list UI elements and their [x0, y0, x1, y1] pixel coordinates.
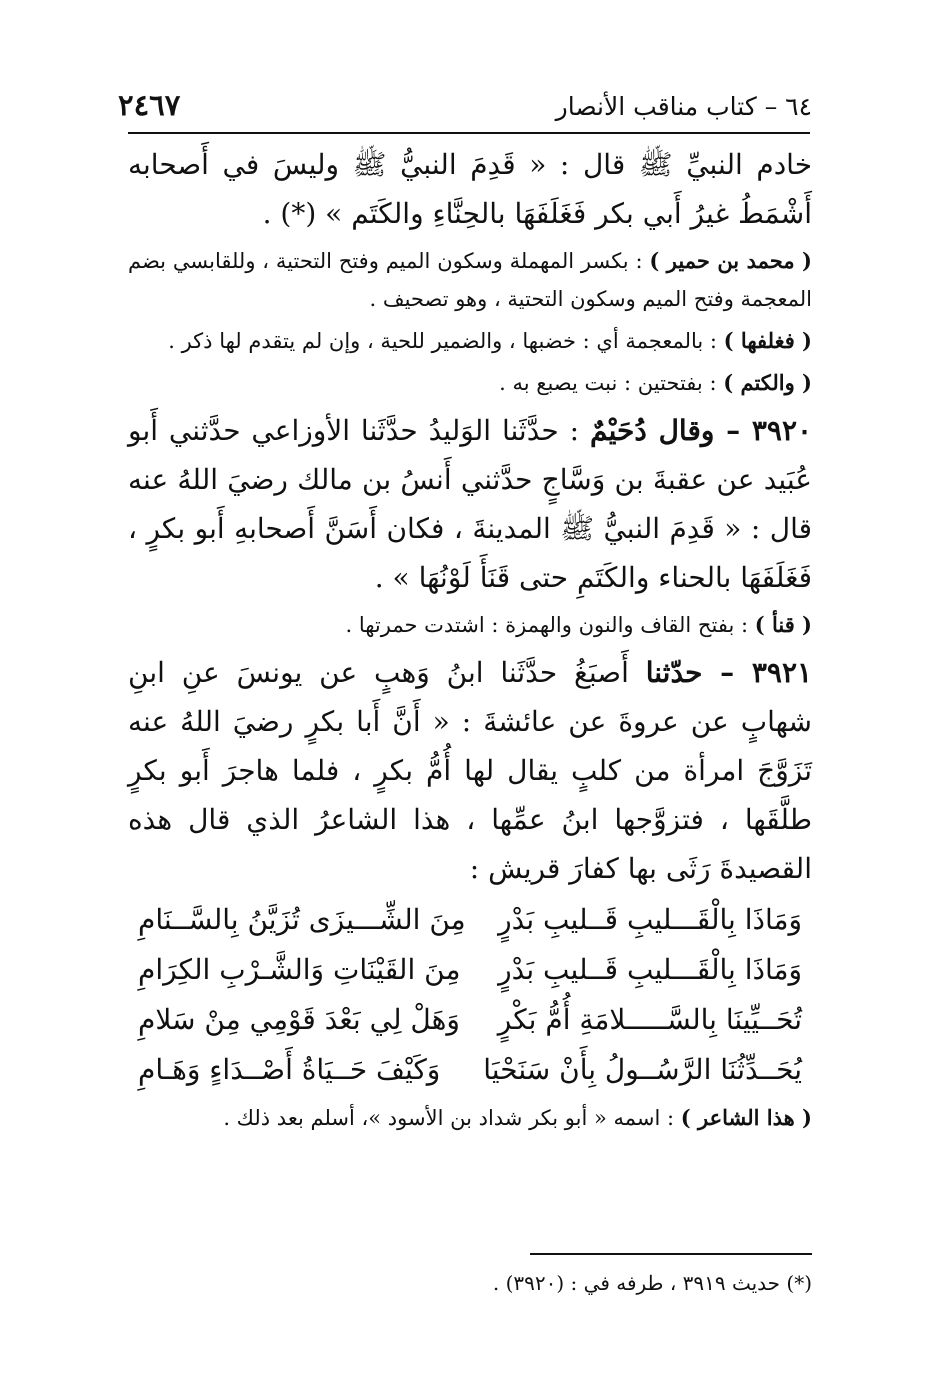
hadith-3921 [128, 648, 812, 893]
verse-second-hemistich: مِنَ القَيْنَاتِ وَالشَّـرْبِ الكِرَامِ [138, 953, 461, 986]
hadith-body: أَصبَغُ حدَّثَنا ابنُ وَهبٍ عن يونسَ عنِ ابنِ شهابٍ عن عروةَ عن عائشةَ : « أَنَّ أَبا بكرٍ رضيَ اللهُ عنه تَزَوَّجَ امرأة من كلبٍ يقال لها أُمُّ بكرٍ ، فلما هاجرَ أَبو بكرٍ طلَّقَها ، فتزوَّجها ابنُ عمِّها ، هذا الشاعرُ الذي قال هذه القصيدةَ رَثَى بها كفارَ قريش : [128, 656, 812, 885]
hadith-body: : حدَّثَنا الوَليدُ حدَّثَنا الأوزاعي حدَّثني أَبو عُبَيد عن عقبةَ بن وَسَّاجٍ حدَّثني أَنسُ بن مالك رضيَ اللهُ عنه قال : « قَدِمَ النبيُّ ﷺ المدينةَ ، فكان أَسَنَّ أَصحابهِ أَبو بكرٍ ، فَغَلَفَهَا بالحناء والكَتَمِ حتى قَنَأَ لَوْنُهَا » . [128, 414, 812, 594]
verse-second-hemistich: وَكَيْفَ حَــيَاةُ أَصْــدَاءٍ وَهَـامِ [138, 1053, 441, 1086]
verse-first-hemistich: تُحَــيِّينَا بِالسَّـــــلامَةِ أُمُّ بَكْرٍ [497, 1003, 802, 1036]
note-lead: ( هذا الشاعر ) [680, 1105, 812, 1130]
hadith-number: ٣٩٢٠ – [714, 414, 813, 447]
poem [128, 895, 812, 1095]
page-number: ٢٤٦٧ [118, 88, 181, 122]
commentary-note [128, 242, 812, 318]
note-lead: ( والكتم ) [723, 370, 812, 395]
footnote-rule [530, 1253, 812, 1255]
hadith-lead: حدّثنا [645, 656, 703, 689]
note-text: : بفتح القاف والنون والهمزة : اشتدت حمرتها . [345, 613, 755, 637]
poem-verse [128, 895, 812, 945]
poem-verse [128, 1045, 812, 1095]
hadith-3920 [128, 406, 812, 602]
poem-verse [128, 995, 812, 1045]
note-text: : بالمعجمة أي : خضبها ، والضمير للحية ، وإن لم يتقدم لها ذكر . [168, 329, 724, 353]
note-lead: ( فغلفها ) [723, 328, 812, 353]
verse-second-hemistich: وَهَلْ لِي بَعْدَ قَوْمِي مِنْ سَلامِ [138, 1003, 460, 1036]
commentary-note [128, 322, 812, 360]
footnote: (*) حديث ٣٩١٩ ، طرفه في : (٣٩٢٠) . [492, 1271, 812, 1295]
note-lead: ( محمد بن حمير ) [649, 248, 812, 273]
page-header [118, 88, 812, 132]
chapter-title: ٦٤ – كتاب مناقب الأنصار [555, 92, 812, 121]
header-rule [128, 132, 810, 134]
commentary-note [128, 606, 812, 644]
note-text: : بفتحتين : نبت يصبع به . [499, 371, 724, 395]
verse-first-hemistich: يُحَــدِّثُنَا الرَّسُــولُ بِأَنْ سَنَحْيَا [483, 1053, 802, 1086]
note-text: : اسمه « أبو بكر شداد بن الأسود »، أسلم بعد ذلك . [223, 1106, 681, 1130]
commentary-note [128, 364, 812, 402]
hadith-number: ٣٩٢١ – [702, 656, 813, 689]
hadith-text: خادم النبيِّ ﷺ قال : « قَدِمَ النبيُّ ﷺ وليسَ في أَصحابه أَشْمَطُ غيرُ أَبي بكر فَغَلَفَهَا بالحِنَّاءِ والكَتَم » (*) . [128, 148, 812, 230]
poem-verse [128, 945, 812, 995]
note-text: : بكسر المهملة وسكون الميم وفتح التحتية ، وللقابسي بضم المعجمة وفتح الميم وسكون التحتية ، وهو تصحيف . [128, 249, 812, 311]
verse-first-hemistich: وَمَاذَا بِالْقَـــليبِ قَــليبِ بَدْرٍ [498, 953, 802, 986]
commentary-note [128, 1099, 812, 1137]
verse-first-hemistich: وَمَاذَا بِالْقَـــليبِ قَــليبِ بَدْرٍ [498, 903, 802, 936]
hadith-lead: وقال دُحَيْمٌ [589, 414, 715, 447]
note-lead: ( قنأ ) [754, 612, 812, 637]
page-body [128, 140, 812, 1141]
verse-second-hemistich: مِنَ الشِّـــيزَى تُزَيَّنُ بِالسَّــنَامِ [138, 903, 466, 936]
